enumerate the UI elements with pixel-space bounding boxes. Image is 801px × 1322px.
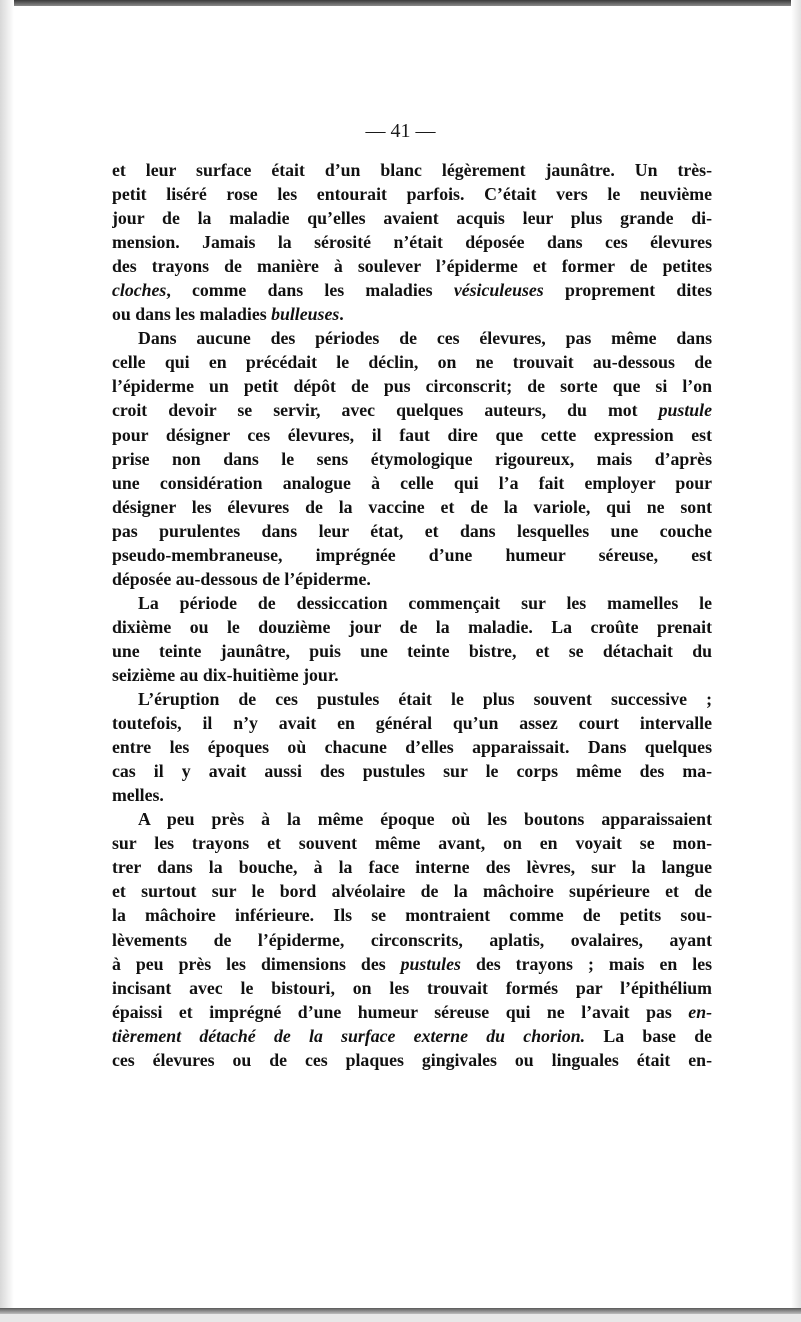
page-left-edge bbox=[0, 0, 14, 1322]
text-line bbox=[112, 519, 712, 543]
text-segment: jour de la maladie qu’elles avaient acquis leur plus grande di- bbox=[112, 208, 712, 229]
italic-text: vésiculeuses bbox=[453, 280, 544, 301]
text-segment: La base de bbox=[585, 1025, 712, 1046]
text-segment: seizième au dix-huitième jour. bbox=[112, 664, 339, 685]
text-line bbox=[112, 615, 712, 639]
text-line bbox=[112, 567, 712, 591]
text-line bbox=[112, 735, 712, 759]
text-line bbox=[112, 278, 712, 302]
italic-text: tièrement détaché de la surface externe du chorion. bbox=[112, 1025, 586, 1046]
text-line bbox=[112, 398, 712, 422]
text-segment: La période de dessiccation commençait sur les mamelles le bbox=[138, 592, 712, 613]
text-line bbox=[112, 639, 712, 663]
text-line bbox=[112, 423, 712, 447]
text-line bbox=[112, 807, 712, 831]
text-line bbox=[112, 711, 712, 735]
page-right-edge bbox=[791, 0, 801, 1322]
text-segment: des trayons ; mais en les bbox=[460, 953, 712, 974]
text-segment: prise non dans le sens étymologique rigoureux, mais d’après bbox=[112, 448, 712, 469]
text-segment: . bbox=[339, 304, 344, 325]
text-segment: à peu près les dimensions des bbox=[112, 953, 401, 974]
text-line bbox=[112, 447, 712, 471]
text-line bbox=[112, 206, 712, 230]
italic-text: bulleuses bbox=[271, 304, 340, 325]
text-line bbox=[112, 1048, 712, 1072]
text-segment: , comme dans les maladies bbox=[166, 280, 454, 301]
text-segment: A peu près à la même époque où les boutons apparaissaient bbox=[138, 809, 712, 830]
text-segment: ou dans les maladies bbox=[112, 304, 272, 325]
text-segment: incisant avec le bistouri, on les trouvait formés par l’épithélium bbox=[112, 977, 712, 998]
text-line bbox=[112, 879, 712, 903]
text-segment: des trayons de manière à soulever l’épiderme et former de petites bbox=[112, 256, 712, 277]
italic-text: en- bbox=[688, 1001, 712, 1022]
body-text bbox=[112, 158, 712, 1072]
text-line bbox=[112, 158, 712, 182]
text-line bbox=[112, 1024, 712, 1048]
text-segment: épaissi et imprégné d’une humeur séreuse qui ne l’avait pas bbox=[112, 1001, 689, 1022]
text-line bbox=[112, 254, 712, 278]
text-segment: et leur surface était d’un blanc légèrement jaunâtre. Un très- bbox=[112, 160, 712, 180]
text-line bbox=[112, 230, 712, 254]
text-segment: une considération analogue à celle qui l’a fait employer pour bbox=[112, 472, 712, 493]
text-line bbox=[112, 182, 712, 206]
text-line bbox=[112, 687, 712, 711]
text-segment: déposée au-dessous de l’épiderme. bbox=[112, 568, 371, 589]
page-bottom-shade bbox=[0, 1314, 801, 1322]
text-segment: lèvements de l’épiderme, circonscrits, aplatis, ovalaires, ayant bbox=[112, 929, 712, 950]
text-segment: melles. bbox=[112, 785, 164, 806]
text-line bbox=[112, 326, 712, 350]
text-segment: Dans aucune des périodes de ces élevures, pas même dans bbox=[138, 328, 712, 349]
page-top-edge bbox=[0, 0, 801, 6]
text-segment: une teinte jaunâtre, puis une teinte bistre, et se détachait du bbox=[112, 640, 712, 661]
text-line bbox=[112, 928, 712, 952]
text-line bbox=[112, 759, 712, 783]
text-line bbox=[112, 350, 712, 374]
text-segment: pas purulentes dans leur état, et dans lesquelles une couche bbox=[112, 520, 712, 541]
page-number: — 41 — bbox=[365, 120, 436, 142]
text-segment: toutefois, il n’y avait en général qu’un assez court intervalle bbox=[112, 713, 712, 734]
text-segment: désigner les élevures de la vaccine et de la variole, qui ne sont bbox=[112, 496, 712, 517]
italic-text: cloches bbox=[112, 280, 167, 301]
text-line bbox=[112, 903, 712, 927]
text-line bbox=[112, 374, 712, 398]
text-segment: L’éruption de ces pustules était le plus souvent successive ; bbox=[138, 689, 712, 710]
text-line bbox=[112, 471, 712, 495]
text-line bbox=[112, 976, 712, 1000]
text-segment: ces élevures ou de ces plaques gingivales ou linguales était en- bbox=[112, 1049, 712, 1070]
text-line bbox=[112, 302, 712, 326]
text-segment: cas il y avait aussi des pustules sur le corps même des ma- bbox=[112, 761, 712, 782]
text-segment: proprement dites bbox=[543, 280, 712, 301]
text-line bbox=[112, 952, 712, 976]
text-segment: dixième ou le douzième jour de la maladie. La croûte prenait bbox=[112, 616, 712, 637]
text-line bbox=[112, 591, 712, 615]
text-line bbox=[112, 663, 712, 687]
text-segment: celle qui en précédait le déclin, on ne trouvait au-dessous de bbox=[112, 352, 712, 373]
text-line bbox=[112, 1000, 712, 1024]
text-line bbox=[112, 855, 712, 879]
text-line bbox=[112, 831, 712, 855]
italic-text: pustules bbox=[400, 953, 461, 974]
text-segment: croit devoir se servir, avec quelques auteurs, du mot bbox=[112, 400, 659, 421]
text-line bbox=[112, 495, 712, 519]
text-segment: trer dans la bouche, à la face interne des lèvres, sur la langue bbox=[112, 857, 712, 878]
text-segment: pseudo-membraneuse, imprégnée d’une humeur séreuse, est bbox=[112, 544, 712, 565]
text-segment: mension. Jamais la sérosité n’était déposée dans ces élevures bbox=[112, 232, 712, 253]
text-segment: la mâchoire inférieure. Ils se montraient comme de petits sou- bbox=[112, 905, 712, 926]
text-segment: sur les trayons et souvent même avant, on en voyait se mon- bbox=[112, 833, 712, 854]
text-line bbox=[112, 543, 712, 567]
text-segment: petit liséré rose les entourait parfois. C’était vers le neuvième bbox=[112, 184, 712, 205]
text-segment: et surtout sur le bord alvéolaire de la mâchoire supérieure et de bbox=[112, 881, 712, 902]
text-segment: entre les époques où chacune d’elles apparaissait. Dans quelques bbox=[112, 737, 712, 758]
text-line bbox=[112, 783, 712, 807]
text-segment: l’épiderme un petit dépôt de pus circonscrit; de sorte que si l’on bbox=[112, 376, 712, 397]
italic-text: pustule bbox=[658, 400, 712, 421]
text-segment: pour désigner ces élevures, il faut dire que cette expression est bbox=[112, 424, 712, 445]
